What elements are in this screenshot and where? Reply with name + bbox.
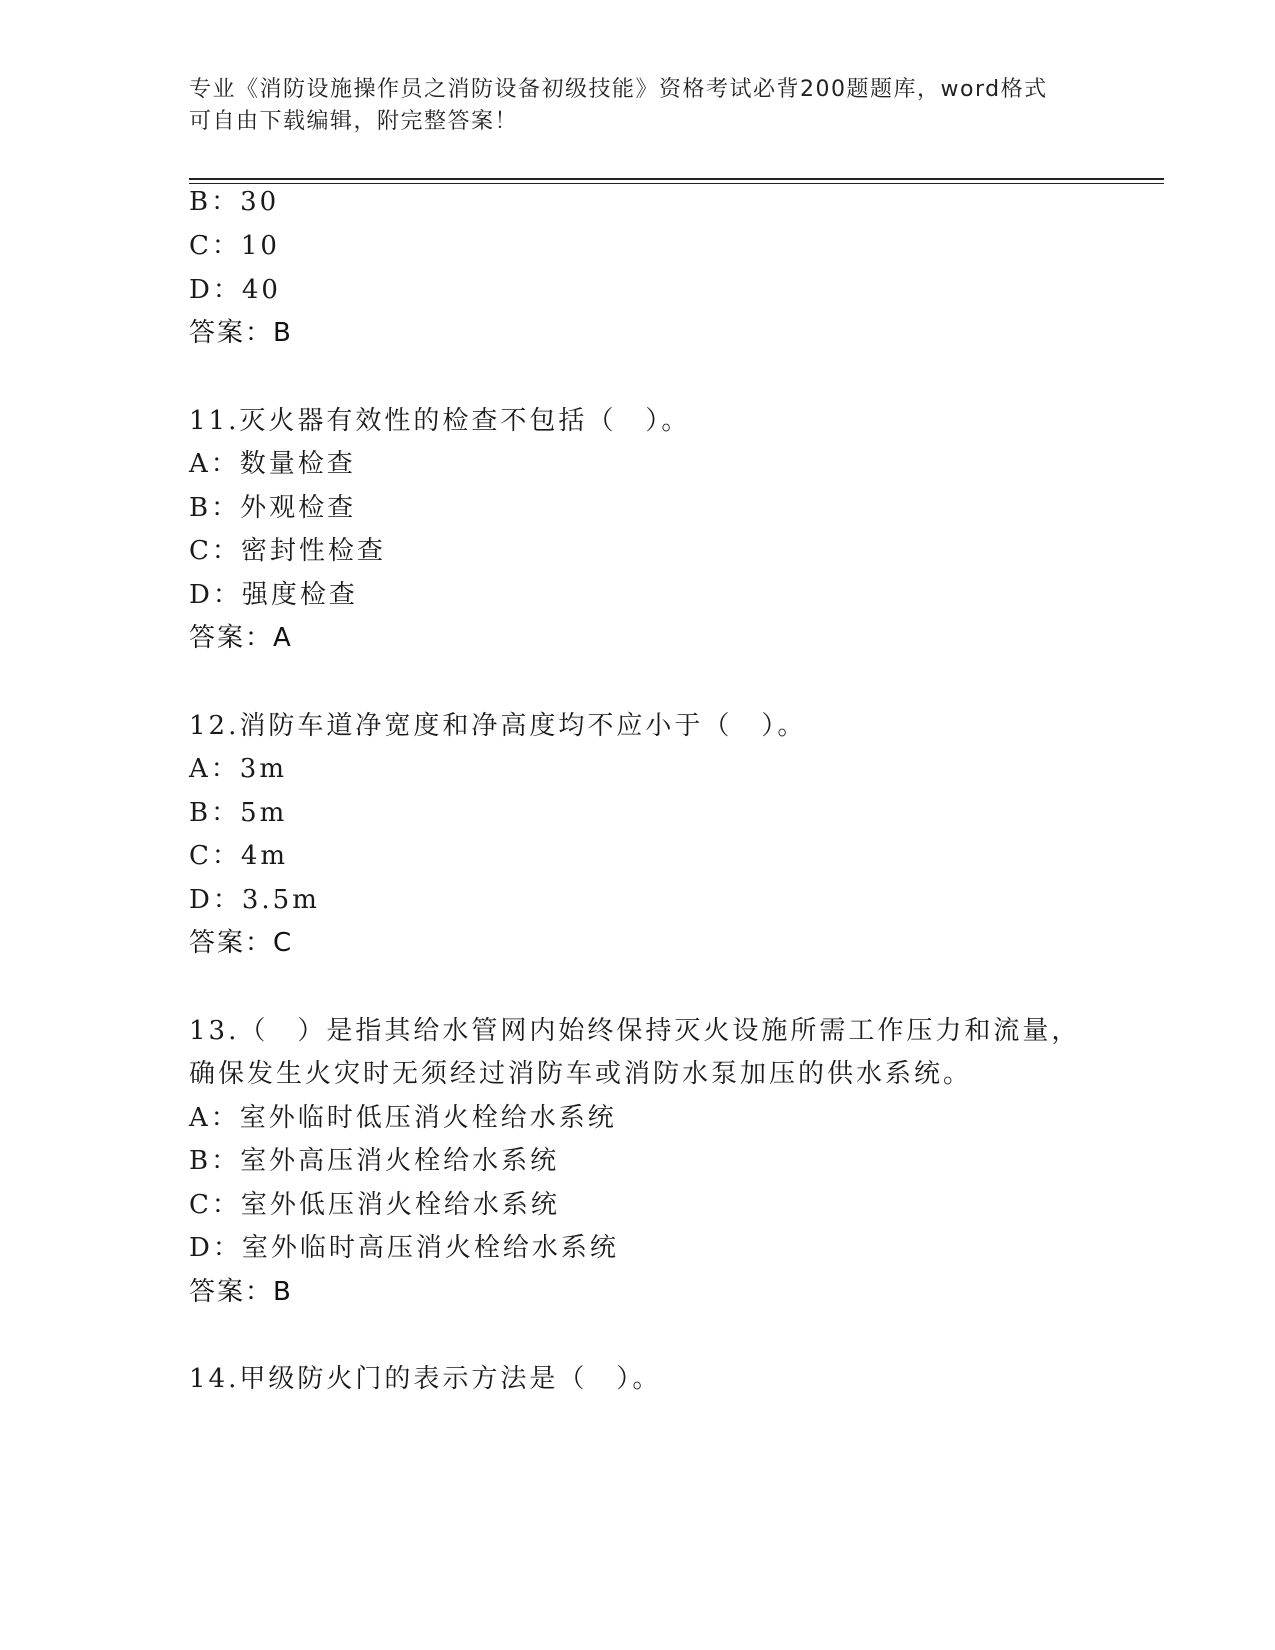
q12-question: 12.消防车道净宽度和净高度均不应小于（ ）。 [189, 711, 807, 741]
q11-option-c: C：密封性检查 [189, 536, 386, 566]
q10-option-c: C：10 [189, 231, 280, 261]
q10-option-b: B：30 [189, 187, 280, 217]
header-rule-thick [189, 178, 1164, 180]
header-rule-thin [189, 183, 1164, 184]
q13-option-d: D：室外临时高压消火栓给水系统 [189, 1233, 619, 1263]
q12-option-c: C：4m [189, 841, 289, 871]
q10-option-d: D：40 [189, 275, 281, 305]
q11-option-b: B：外观检查 [189, 493, 357, 523]
q11-option-d: D：强度检查 [189, 580, 358, 610]
q13-answer: 答案：B [189, 1277, 293, 1307]
q13-option-b: B：室外高压消火栓给水系统 [189, 1146, 560, 1176]
q10-answer: 答案：B [189, 318, 293, 348]
q13-question-line2: 确保发生火灾时无须经过消防车或消防水泵加压的供水系统。 [189, 1059, 973, 1089]
q12-option-a: A：3m [189, 754, 287, 784]
document-header: 专业《消防设施操作员之消防设备初级技能》资格考试必背200题题库，word格式可自由下载编辑，附完整答案！ [189, 77, 1048, 134]
q12-answer: 答案：C [189, 928, 294, 958]
q12-option-b: B：5m [189, 798, 288, 828]
q11-answer: 答案：A [189, 623, 293, 653]
q11-option-a: A：数量检查 [189, 449, 356, 479]
q13-option-c: C：室外低压消火栓给水系统 [189, 1190, 560, 1220]
q13-question-line1: 13.（ ）是指其给水管网内始终保持灭火设施所需工作压力和流量， [189, 1016, 1081, 1046]
q12-option-d: D：3.5m [189, 885, 320, 915]
q13-option-a: A：室外临时低压消火栓给水系统 [189, 1103, 617, 1133]
q11-question: 11.灭火器有效性的检查不包括（ ）。 [189, 406, 691, 436]
q14-question: 14.甲级防火门的表示方法是（ ）。 [189, 1364, 662, 1394]
